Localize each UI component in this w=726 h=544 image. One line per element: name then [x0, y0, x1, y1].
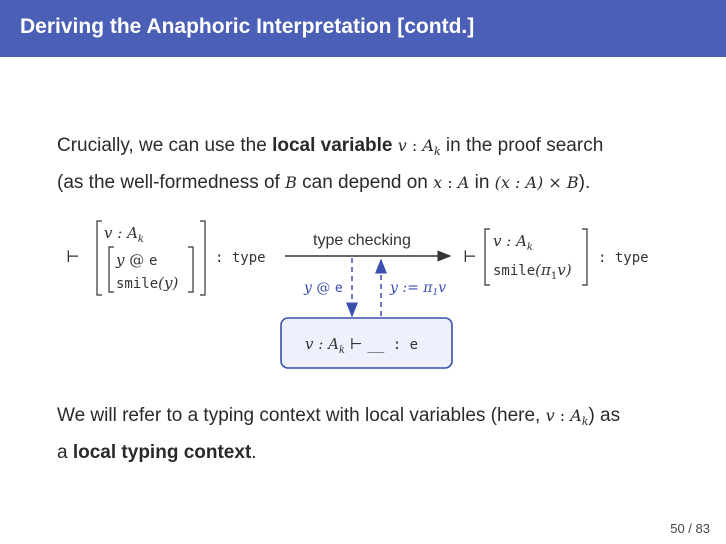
math-B: B	[285, 173, 297, 192]
text: We will refer to a typing context with local variables (here,	[57, 405, 546, 426]
left-inner-row-predicate: smile(y)	[116, 274, 179, 292]
math-subscript: k	[433, 145, 441, 158]
page-number: 50 / 83	[670, 521, 710, 536]
right-type-annotation: : type	[598, 250, 649, 266]
math-type: A	[422, 136, 434, 155]
turnstile-left: ⊢	[66, 247, 80, 266]
right-row-context: v : $A_k$	[493, 232, 533, 253]
text: (as the well-formedness of	[57, 172, 286, 193]
math-var: v	[397, 136, 407, 155]
left-inner-bracket-close	[188, 247, 193, 292]
math-subscript: k	[581, 415, 589, 428]
math-type: A	[570, 406, 582, 425]
paragraph-local-typing-context	[57, 400, 620, 468]
type-checking-label: type checking	[313, 232, 411, 249]
math-colon: :	[442, 173, 458, 192]
text: Crucially, we can use the	[57, 135, 273, 156]
paragraph-line-1	[57, 400, 620, 437]
down-arrow-label: y @ e	[304, 280, 343, 296]
text: in	[469, 172, 495, 193]
math-sigma-type: (x : A) × B	[494, 173, 579, 192]
right-row-predicate: $smile(\pi_1v)$	[493, 261, 572, 282]
text: .	[251, 442, 257, 463]
text: a	[57, 442, 73, 463]
slide-title: Deriving the Anaphoric Interpretation [contd.]	[20, 15, 475, 38]
right-bracket-close	[582, 229, 587, 285]
bold-term: local variable	[272, 135, 393, 156]
left-inner-bracket-open	[109, 247, 114, 292]
math-A: A	[457, 173, 470, 192]
left-row-context: v : $A_k$	[104, 224, 144, 245]
text: ).	[578, 172, 591, 193]
math-var: v	[545, 406, 555, 425]
left-type-annotation: : type	[215, 250, 266, 266]
left-outer-bracket-open	[97, 221, 102, 295]
left-inner-row-annotation: y @ e	[116, 251, 158, 269]
math-colon: :	[554, 406, 571, 425]
text: can depend on	[296, 172, 434, 193]
left-outer-bracket-close	[200, 221, 205, 295]
right-bracket-open	[485, 229, 490, 285]
math-x: x	[433, 173, 443, 192]
paragraph-line-2	[57, 437, 620, 468]
math-colon: :	[406, 136, 423, 155]
goal-judgement: v : $A_k$ ⊢ __ : e	[305, 335, 418, 356]
text: ) as	[588, 405, 621, 426]
text: in the proof search	[440, 135, 604, 156]
bold-term: local typing context	[72, 442, 252, 463]
up-arrow-label: y := $\pi_1v$	[390, 280, 447, 298]
turnstile-right: ⊢	[463, 247, 477, 266]
